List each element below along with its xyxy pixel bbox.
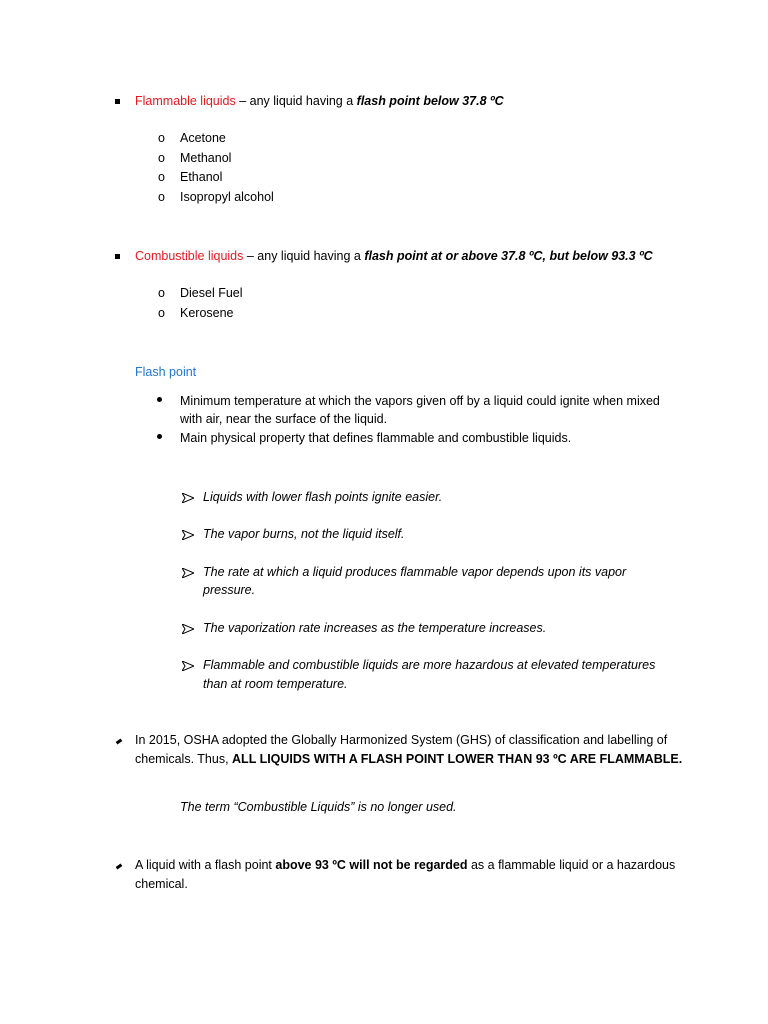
flammable-emph: flash point below 37.8 ºC <box>356 94 504 108</box>
combustible-definition <box>135 247 653 266</box>
flashpoint-bullet2: Main physical property that defines flammable and combustible liquids. <box>180 431 572 445</box>
combustible-example: Diesel Fuel <box>180 286 243 300</box>
arrow-item: Flammable and combustible liquids are more hazardous at elevated temperatures <box>203 658 656 672</box>
arrow-item-continued: pressure. <box>203 583 256 597</box>
o-bullet: o <box>158 170 165 184</box>
ghs-line2-pre: chemicals. Thus, <box>135 752 233 766</box>
flashpoint-heading: Flash point <box>135 365 197 379</box>
flammable-example: Ethanol <box>180 170 223 184</box>
small-bullet-icon <box>116 739 123 745</box>
flammable-example: Acetone <box>180 131 226 145</box>
square-bullet-icon <box>115 254 120 259</box>
dot-bullet-icon <box>157 434 162 439</box>
ghs-line2-bold: ALL LIQUIDS WITH A FLASH POINT LOWER THAN 93 ºC ARE FLAMMABLE. <box>232 752 683 766</box>
small-bullet-icon <box>116 864 123 870</box>
above93-post: as a flammable liquid or a hazardous <box>467 858 676 872</box>
flashpoint-bullet1-line1: Minimum temperature at which the vapors given off by a liquid could ignite when mixed <box>180 394 660 408</box>
arrow-bullet-icon <box>182 568 194 578</box>
o-bullet: o <box>158 131 165 145</box>
flammable-term: Flammable liquids <box>135 94 236 108</box>
above93-line1 <box>135 856 675 875</box>
flammable-mid: – any liquid having a <box>235 94 357 108</box>
ghs-line2 <box>135 750 682 769</box>
arrow-item: The vapor burns, not the liquid itself. <box>203 527 405 541</box>
above93-pre: A liquid with a flash point <box>135 858 276 872</box>
arrow-bullet-icon <box>182 530 194 540</box>
arrow-item: The rate at which a liquid produces flammable vapor depends upon its vapor <box>203 565 627 579</box>
arrow-bullet-icon <box>182 624 194 634</box>
arrow-item: Liquids with lower flash points ignite easier. <box>203 490 443 504</box>
ghs-note: The term “Combustible Liquids” is no longer used. <box>180 800 457 814</box>
combustible-example: Kerosene <box>180 306 234 320</box>
ghs-line1: In 2015, OSHA adopted the Globally Harmonized System (GHS) of classification and labelling of <box>135 733 668 747</box>
flammable-example: Methanol <box>180 151 232 165</box>
flammable-example: Isopropyl alcohol <box>180 190 274 204</box>
flashpoint-bullet1-line2: with air, near the surface of the liquid. <box>180 412 388 426</box>
flammable-definition <box>135 92 504 111</box>
o-bullet: o <box>158 286 165 300</box>
combustible-mid: – any liquid having a <box>243 249 365 263</box>
arrow-item-continued: than at room temperature. <box>203 677 348 691</box>
o-bullet: o <box>158 151 165 165</box>
combustible-emph: flash point at or above 37.8 ºC, but below 93.3 ºC <box>364 249 653 263</box>
above93-line2: chemical. <box>135 877 188 891</box>
arrow-bullet-icon <box>182 493 194 503</box>
square-bullet-icon <box>115 99 120 104</box>
arrow-bullet-icon <box>182 661 194 671</box>
combustible-term: Combustible liquids <box>135 249 244 263</box>
o-bullet: o <box>158 190 165 204</box>
dot-bullet-icon <box>157 397 162 402</box>
above93-bold: above 93 ºC will not be regarded <box>275 858 468 872</box>
o-bullet: o <box>158 306 165 320</box>
arrow-item: The vaporization rate increases as the temperature increases. <box>203 621 547 635</box>
